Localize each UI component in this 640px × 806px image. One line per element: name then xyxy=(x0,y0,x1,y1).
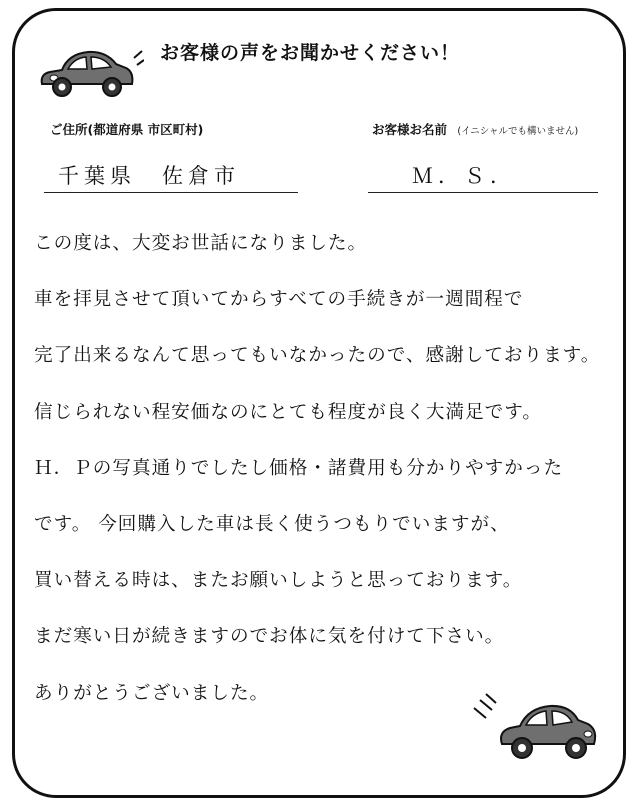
car-icon xyxy=(34,40,144,102)
car-icon xyxy=(472,692,602,768)
letter-line: Ｈ．Ｐの写真通りでしたし価格・諸費用も分かりやすかった xyxy=(34,457,564,479)
name-label-note: (イニシャルでも構いません) xyxy=(457,126,579,137)
letter-line: 車を拝見させて頂いてからすべての手続きが一週間程で xyxy=(34,289,524,311)
letter-line: まだ寒い日が続きますのでお体に気を付けて下さい。 xyxy=(34,626,505,648)
name-label xyxy=(372,120,578,138)
letter-line: 信じられない程安価なのにとても程度が良く大満足です。 xyxy=(34,401,542,423)
letter-line: 買い替える時は、またお願いしようと思っております。 xyxy=(34,570,523,592)
letter-line: です。 今回購入した車は長く使うつもりでいますが、 xyxy=(34,513,510,535)
name-label-text: お客様お名前 xyxy=(372,122,448,137)
page-title: お客様の声をお聞かせください！ xyxy=(160,42,461,64)
letter-line: 完了出来るなんて思ってもいなかったので、感謝しております。 xyxy=(34,345,601,367)
address-underline xyxy=(44,192,298,193)
name-underline xyxy=(368,192,598,193)
name-value: Ｍ．Ｓ． xyxy=(412,164,516,188)
address-label: ご住所(都道府県 市区町村) xyxy=(50,122,204,137)
address-value: 千葉県 佐倉市 xyxy=(58,164,240,188)
letter-line: ありがとうございました。 xyxy=(34,682,270,704)
letter-line: この度は、大変お世話になりました。 xyxy=(34,233,368,254)
letter-body xyxy=(34,220,604,726)
